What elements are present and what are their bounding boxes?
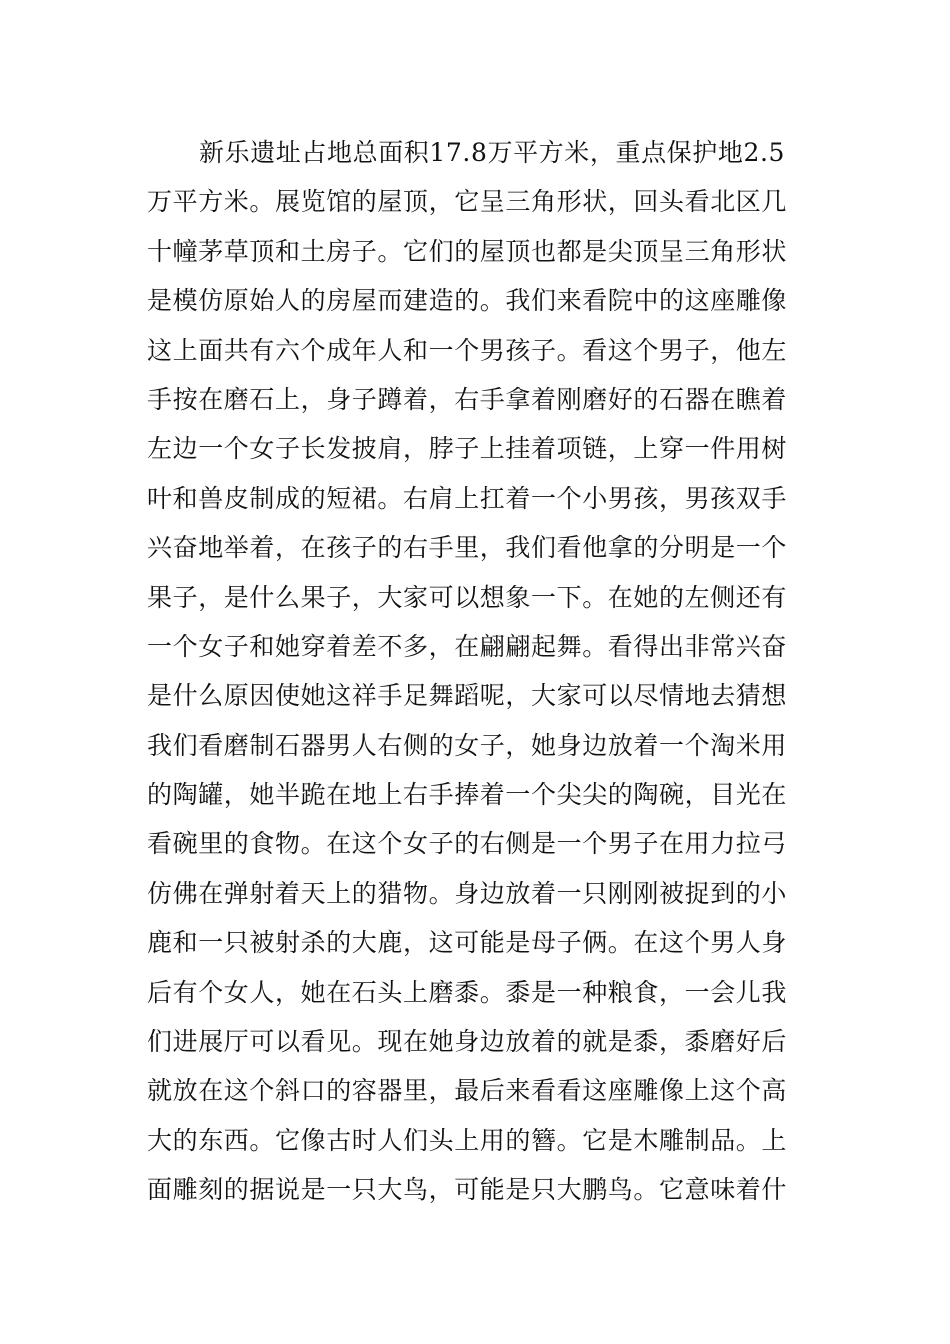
text-line: 看碗里的食物。在这个女子的右侧是一个男子在用力拉弓: [147, 829, 788, 859]
text-line: 是模仿原始人的房屋而建造的。我们来看院中的这座雕像: [147, 286, 788, 316]
text-line: 仿佛在弹射着天上的猎物。身边放着一只刚刚被捉到的小: [147, 878, 788, 908]
text-line: 叶和兽皮制成的短裙。右肩上扛着一个小男孩，男孩双手: [147, 483, 788, 513]
text-line: 果子，是什么果子，大家可以想象一下。在她的左侧还有: [147, 582, 788, 612]
text-line: 手按在磨石上，身子蹲着，右手拿着刚磨好的石器在瞧着: [147, 384, 788, 414]
text-line: 面雕刻的据说是一只大鸟，可能是只大鹏鸟。它意味着什: [147, 1175, 788, 1205]
text-line: 后有个女人，她在石头上磨黍。黍是一种粮食，一会儿我: [147, 977, 788, 1007]
text-line: 大的东西。它像古时人们头上用的簪。它是木雕制品。上: [147, 1125, 788, 1155]
text-line: 新乐遗址占地总面积17.8万平方米，重点保护地2.5: [199, 138, 786, 167]
text-line: 是什么原因使她这祥手足舞蹈呢，大家可以尽情地去猜想: [147, 681, 788, 711]
text-line: 十幢茅草顶和土房子。它们的屋顶也都是尖顶呈三角形状: [147, 236, 788, 266]
text-line: 兴奋地举着，在孩子的右手里，我们看他拿的分明是一个: [147, 533, 788, 563]
text-line: 一个女子和她穿着差不多，在翩翩起舞。看得出非常兴奋: [147, 631, 788, 661]
text-line: 鹿和一只被射杀的大鹿，这可能是母子俩。在这个男人身: [147, 928, 788, 958]
text-line: 左边一个女子长发披肩，脖子上挂着项链，上穿一件用树: [147, 434, 788, 464]
body-paragraph: [147, 128, 827, 1215]
text-line: 的陶罐，她半跪在地上右手捧着一个尖尖的陶碗，目光在: [147, 780, 788, 810]
text-line: 万平方米。展览馆的屋顶，它呈三角形状，回头看北区几: [147, 187, 788, 217]
text-line: 这上面共有六个成年人和一个男孩子。看这个男子，他左: [147, 335, 788, 365]
text-line: 我们看磨制石器男人右侧的女子，她身边放着一个淘米用: [147, 730, 788, 760]
text-line: 就放在这个斜口的容器里，最后来看看这座雕像上这个高: [147, 1076, 788, 1106]
text-line: 们进展厅可以看见。现在她身边放着的就是黍，黍磨好后: [147, 1027, 788, 1057]
